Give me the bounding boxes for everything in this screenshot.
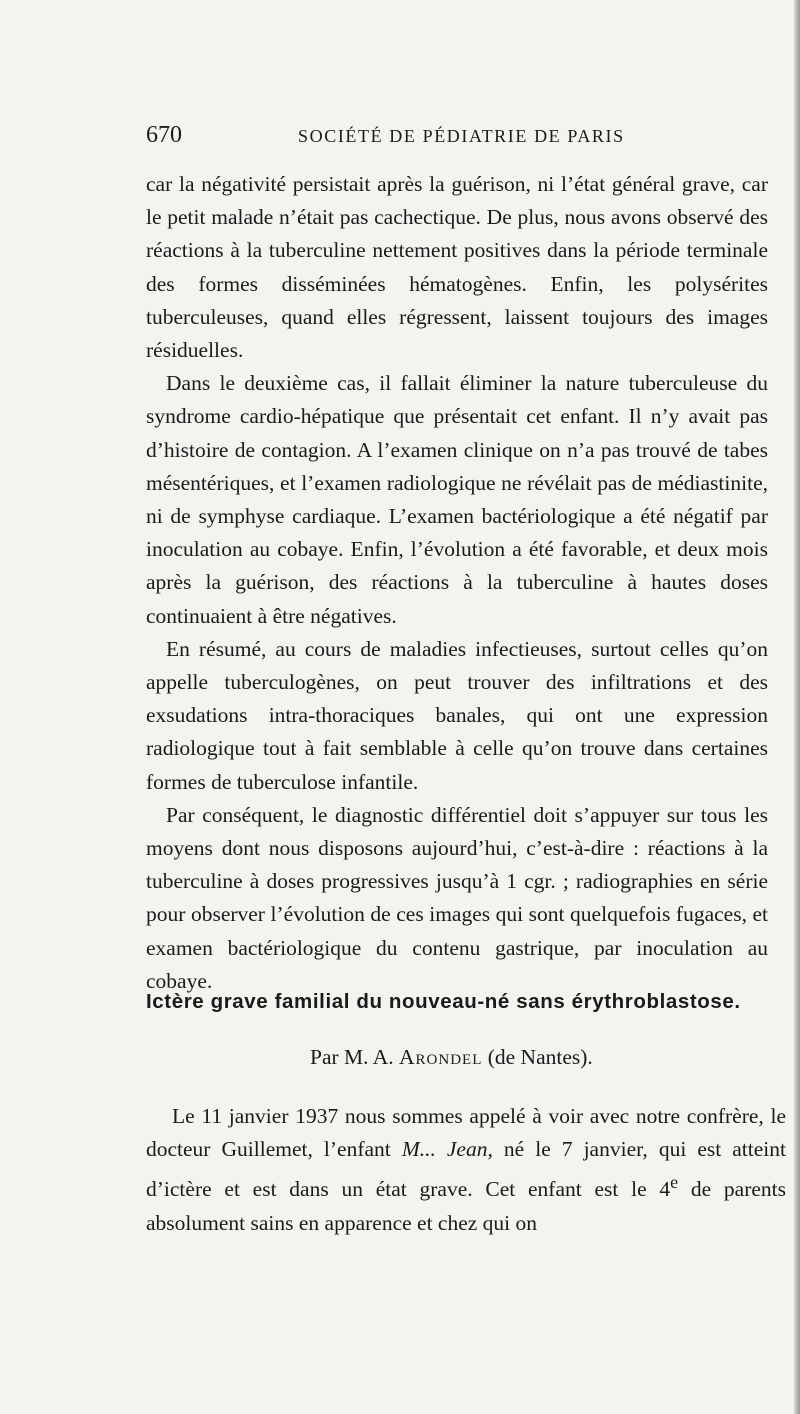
article-text	[146, 1100, 786, 1240]
article-text-a: Le 11 janvier 1937 nous sommes appelé à voir avec notre confrère, le docteur Guillemet, l’enfant	[146, 1104, 786, 1162]
section-heading: Ictère grave familial du nouveau-né sans érythroblastose.	[146, 990, 741, 1013]
ordinal-superscript: e	[670, 1172, 679, 1193]
paragraph: Dans le deuxième cas, il fallait éliminer la nature tuberculeuse du syndrome cardio-hépatique que présentait cet enfant. Il n’y avait pas d’histoire de contagion. A l’examen clinique on n’a pas trouvé de tabes mésentériques, et l’examen radiologique ne révélait pas de médiastinite, ni de symphyse cardiaque. L’examen bactériologique a été négatif par inoculation au cobaye. Enfin, l’évolution a été favorable, et deux mois après la guérison, des réactions à la tuberculine à hautes doses continuaient à être négatives.	[146, 371, 768, 628]
paragraph: Par conséquent, le diagnostic différentiel doit s’appuyer sur tous les moyens dont nous disposons aujourd’hui, c’est-à-dire : réactions à la tuberculine à doses progressives jusqu’à 1 cgr. ; radiographies en série pour observer l’évolution de ces images qui sont quelquefois fugaces, et examen bactériologique du contenu gastrique, par inoculation au cobaye.	[146, 802, 768, 993]
patient-name: M... Jean,	[401, 1137, 493, 1162]
author-suffix: (de Nantes).	[482, 1045, 593, 1069]
author-line	[310, 1045, 750, 1070]
page-edge	[794, 0, 800, 1414]
paragraph: En résumé, au cours de maladies infectieuses, surtout celles qu’on appelle tuberculogènes, on peut trouver des infiltrations et des exsudations intra-thoraciques banales, qui ont une expression radiologique tout à fait semblable à celle qu’on trouve dans certaines formes de tuberculose infantile.	[146, 636, 768, 794]
author-name: Arondel	[399, 1045, 483, 1069]
article-paragraph	[146, 1100, 786, 1240]
body-text	[146, 168, 768, 998]
author-prefix: Par M. A.	[310, 1045, 399, 1069]
paragraph: car la négativité persistait après la guérison, ni l’état général grave, car le petit malade n’était pas cachectique. De plus, nous avons observé des réactions à la tuberculine nettement positives dans la période terminale des formes disséminées hématogènes. Enfin, les polysérites tuberculeuses, quand elles régressent, laissent toujours des images résiduelles.	[146, 172, 768, 363]
page-header	[146, 122, 774, 152]
page-number: 670	[146, 122, 182, 148]
running-title: SOCIÉTÉ DE PÉDIATRIE DE PARIS	[298, 126, 625, 146]
article-text-b: né le 7 janvier, qui est atteint d’ictère et est dans un état grave. Cet enfant est le 4	[146, 1137, 786, 1202]
article-text-c: de parents absolument sains en apparence et chez qui on	[146, 1177, 786, 1235]
